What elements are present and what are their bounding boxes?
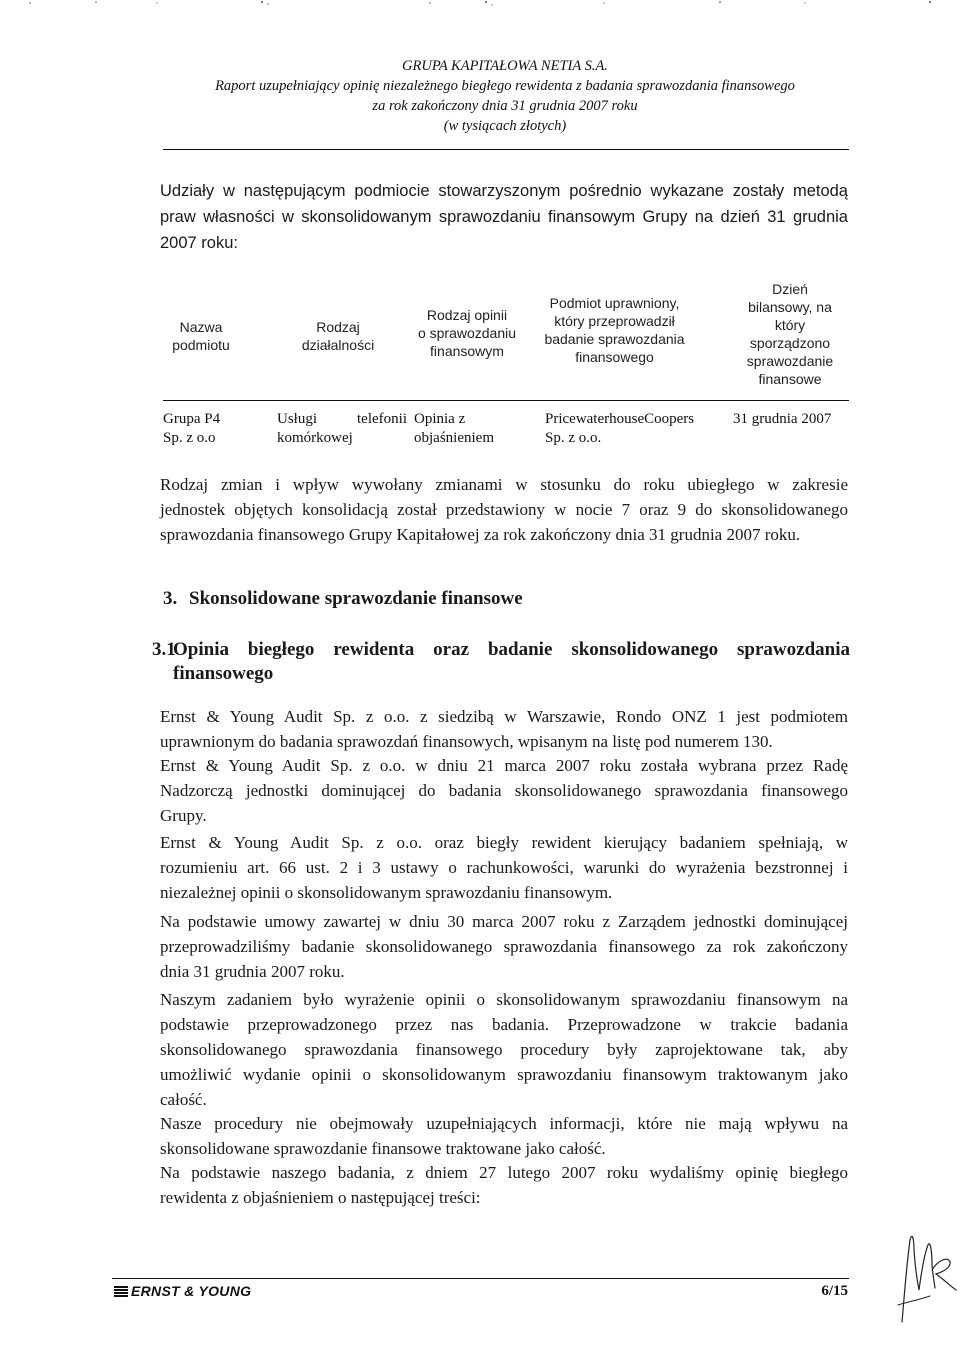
intro-paragraph <box>160 178 848 256</box>
header-units: (w tysiącach złotych) <box>443 118 567 134</box>
header-report-title: Raport uzupełniający opinię niezależnego biegłego rewidenta z badania sprawozdania finansowego <box>215 78 795 94</box>
paragraph-1: Ernst & Young Audit Sp. z o.o. z siedzibą w Warszawie, Rondo ONZ 1 jest podmiotem uprawnionym do badania sprawozdań finansowych, wpisanym na listę pod numerem 130. <box>160 707 848 751</box>
ernst-young-logo: ERNST & YOUNG <box>114 1283 251 1299</box>
table-divider <box>163 400 849 401</box>
scan-noise <box>0 0 960 14</box>
paragraph-6: Nasze procedury nie obejmowały uzupełniających informacji, które nie mają wpływu na skonsolidowane sprawozdanie finansowe traktowane jako całość. <box>160 1114 848 1158</box>
header-period: za rok zakończony dnia 31 grudnia 2007 roku <box>372 98 638 114</box>
table-header-name: Nazwa podmiotu <box>172 319 230 353</box>
intro-line: 2007 roku: <box>160 234 238 252</box>
footer-divider <box>112 1278 849 1279</box>
header-divider <box>163 149 849 150</box>
logo-mark-icon <box>114 1286 128 1297</box>
section-3-heading: 3. Skonsolidowane sprawozdanie finansowe <box>163 588 523 609</box>
table-header-balance-date: Dzień bilansowy, na który sporządzono sprawozdanie finansowe <box>746 281 834 387</box>
page-number: 6/15 <box>821 1283 848 1299</box>
paragraph-4: Na podstawie umowy zawartej w dniu 30 marca 2007 roku z Zarządem jednostki dominującej przeprowadziliśmy badanie skonsolidowanego sprawozdania finansowego za rok zakończony dnia 31 grudnia 2007 roku. <box>160 912 848 981</box>
paragraph-7: Na podstawie naszego badania, z dniem 27 lutego 2007 roku wydaliśmy opinię biegłego rewidenta z objaśnieniem o następującej treści: <box>160 1163 848 1207</box>
paragraph-3: Ernst & Young Audit Sp. z o.o. oraz biegły rewident kierujący badaniem spełniają, w rozumieniu art. 66 ust. 2 i 3 ustawy o rachunkowości, warunki do wyrażenia bezstronnej i niezależnej opinii o skonsolidowanym sprawozdaniu finansowym. <box>160 833 848 902</box>
section-3-1-heading: 3.1 Opinia biegłego rewidenta oraz badanie skonsolidowanego sprawozdania finansowego <box>152 639 850 684</box>
table-header-activity: Rodzaj działalności <box>301 319 375 353</box>
changes-paragraph <box>160 472 848 547</box>
paragraph-2: Ernst & Young Audit Sp. z o.o. w dniu 21 marca 2007 roku została wybrana przez Radę Nadzorczą jednostki dominującej do badania skonsolidowanego sprawozdania finansowego Grupy. <box>160 756 848 825</box>
header-company: GRUPA KAPITAŁOWA NETIA S.A. <box>402 58 608 74</box>
table-cell-activity: Usługi telefonii komórkowej <box>277 411 407 446</box>
table-cell-opinion: Opinia z objaśnieniem <box>414 411 494 446</box>
table-header-opinion-type: Rodzaj opinii o sprawozdaniu finansowym <box>417 307 517 359</box>
changes-line: Rodzaj zmian i wpływ wywołany zmianami w stosunku do roku ubiegłego w zakresie <box>160 475 848 494</box>
changes-line: jednostek objętych konsolidacją został przedstawiony w nocie 7 oraz 9 do skonsolidowanego <box>160 500 848 519</box>
table-cell-auditor: PricewaterhouseCoopers Sp. z o.o. <box>545 411 695 446</box>
table-cell-name: Grupa P4 Sp. z o.o <box>163 411 221 446</box>
intro-line: praw własności w skonsolidowanym sprawozdaniu finansowym Grupy na dzień 31 grudnia <box>160 208 848 226</box>
intro-line: Udziały w następującym podmiocie stowarzyszonym pośrednio wykazane zostały metodą <box>160 182 848 200</box>
handwritten-initials <box>888 1210 958 1330</box>
changes-line: sprawozdania finansowego Grupy Kapitałowej za rok zakończony dnia 31 grudnia 2007 roku. <box>160 525 801 544</box>
table-cell-date: 31 grudnia 2007 <box>733 411 832 427</box>
table-header-auditor: Podmiot uprawniony, który przeprowadził badanie sprawozdania finansowego <box>544 295 685 365</box>
paragraph-5: Naszym zadaniem było wyrażenie opinii o skonsolidowanym sprawozdaniu finansowym na podstawie przeprowadzonego przez nas badania. Przeprowadzone w trakcie badania skonsolidowanego sprawozdania finansowego procedury były zaprojektowane tak, aby umożliwić wydanie opinii o skonsolidowanym sprawozdaniu finansowym traktowanym jako całość. <box>160 990 848 1109</box>
